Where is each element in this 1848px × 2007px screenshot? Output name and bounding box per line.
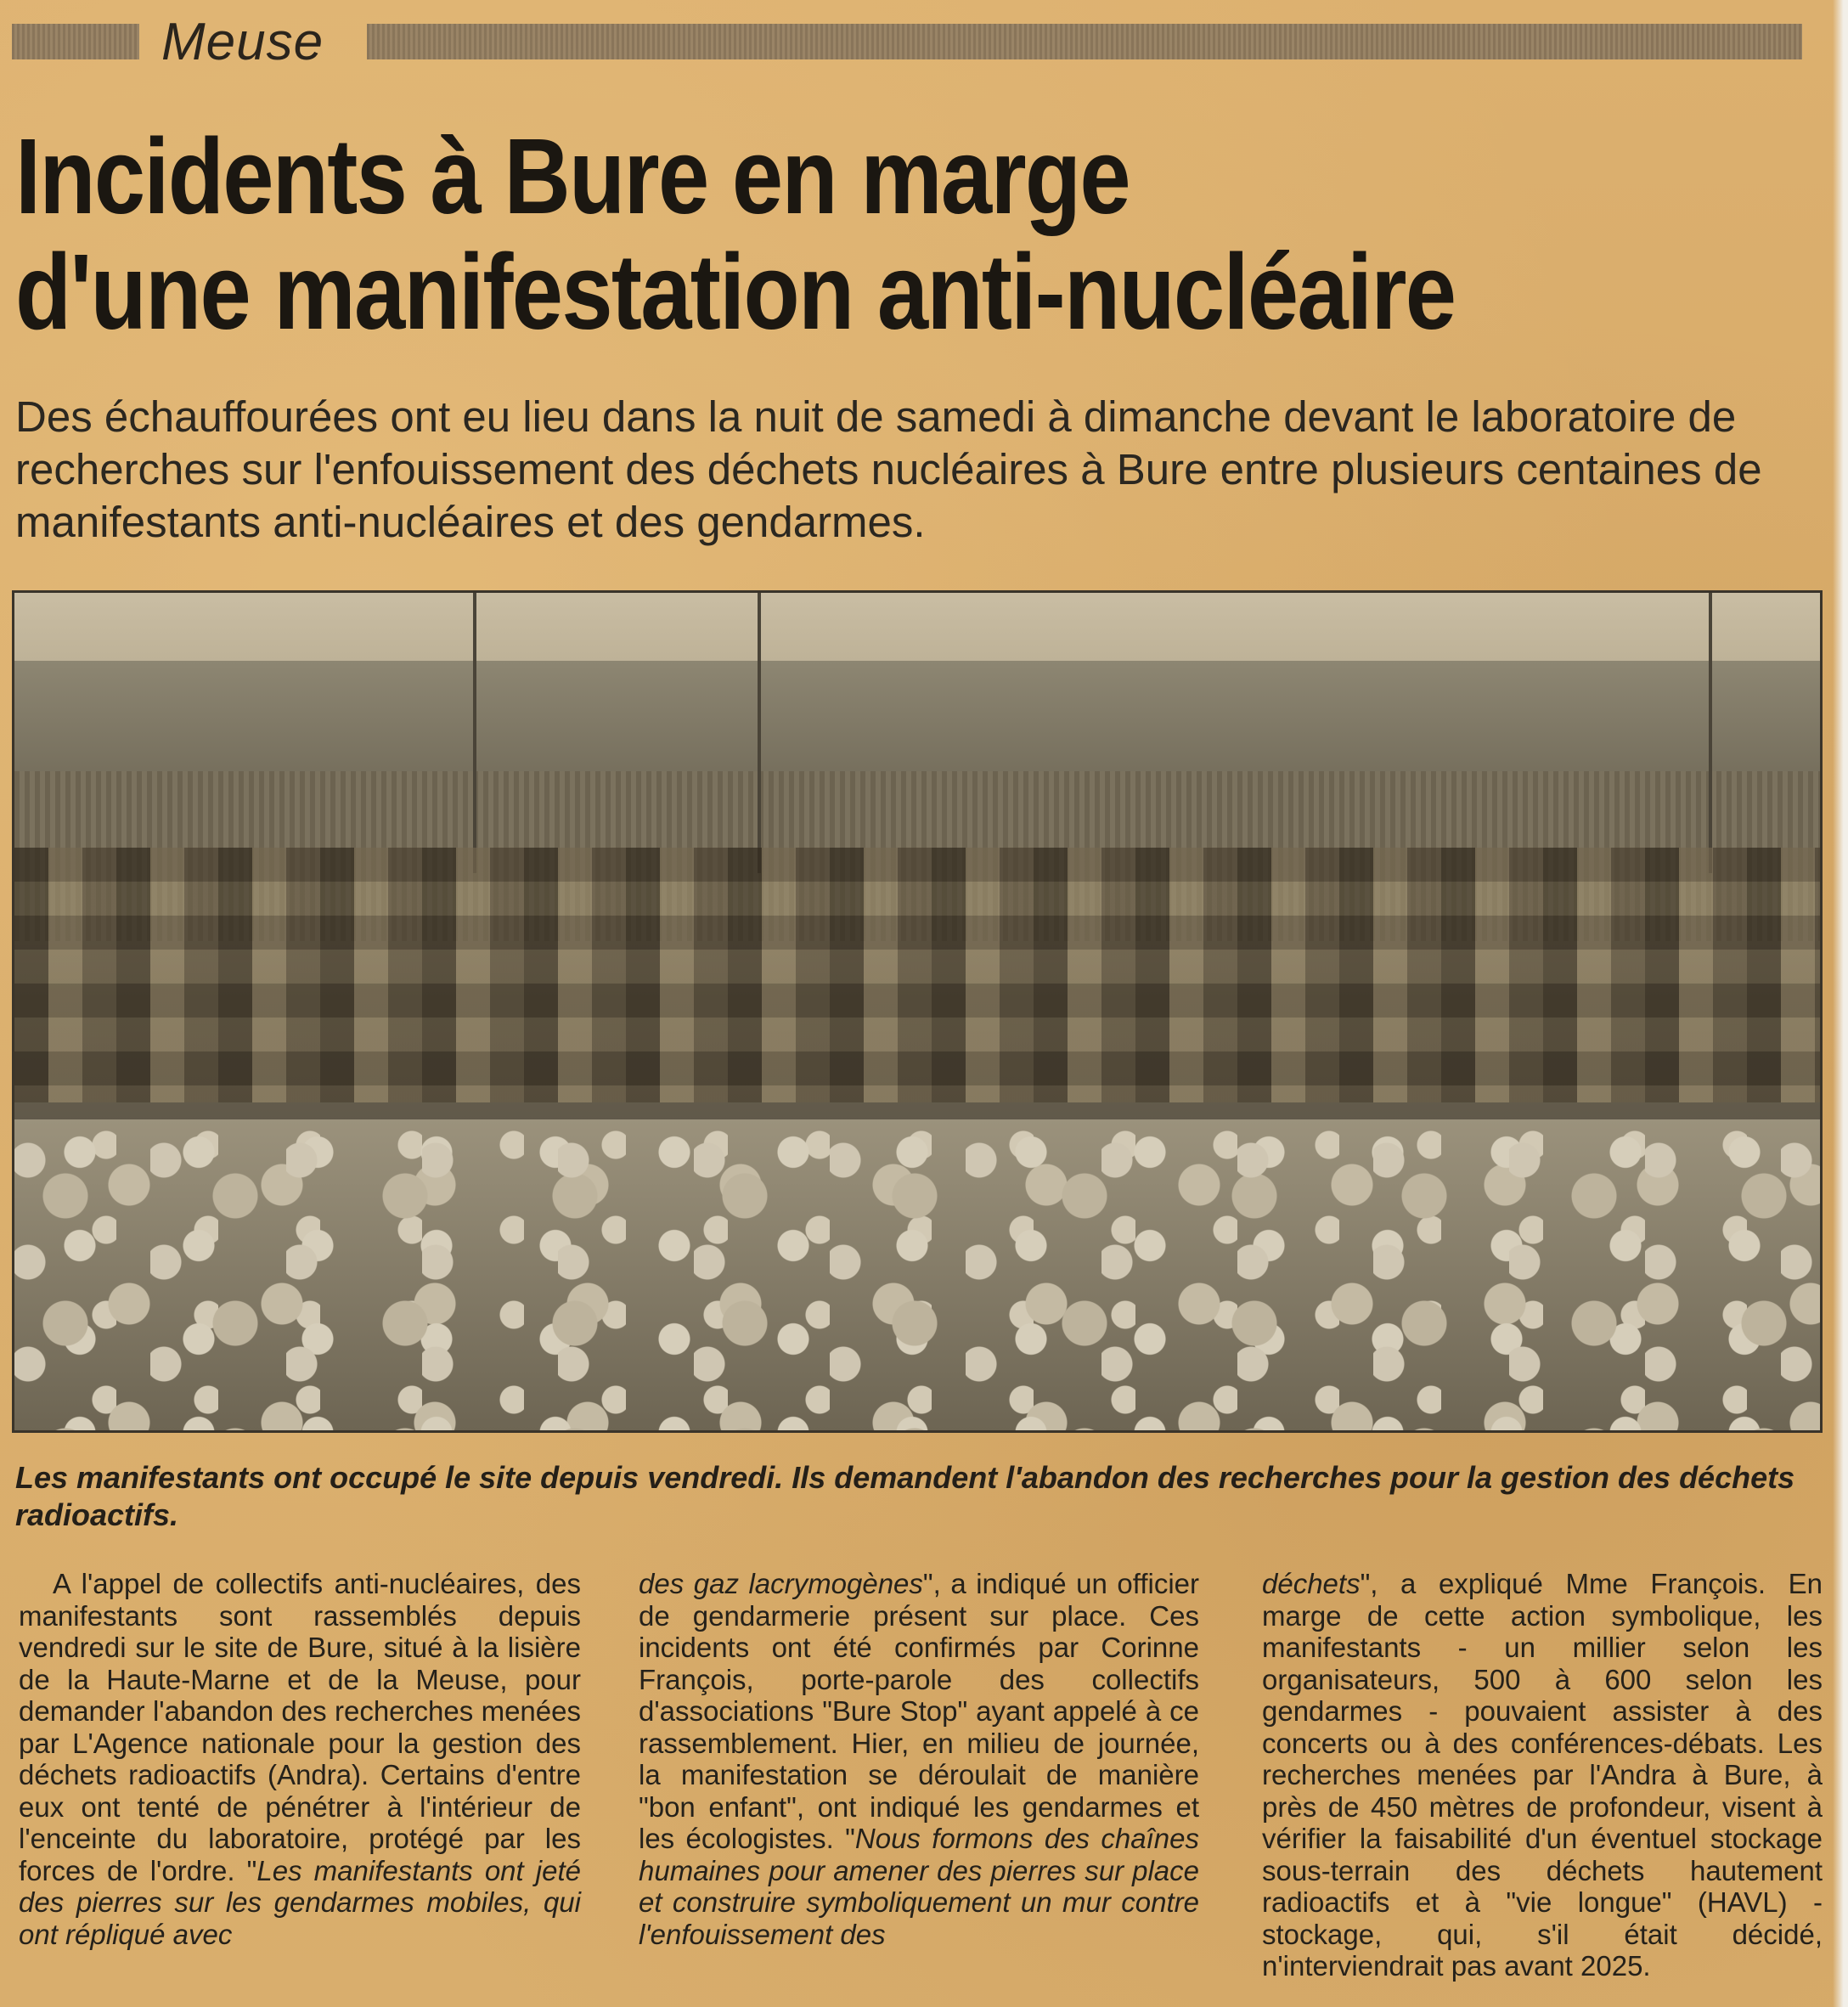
headline — [15, 116, 1827, 352]
column-2-quote: Nous formons des chaînes humaines pour amener des pierres sur place et construire symboliquement un mur contre l'enfouissement des — [639, 1823, 1199, 1950]
news-photo — [12, 590, 1823, 1433]
section-rubric: Meuse — [161, 13, 324, 71]
paper-edge — [1833, 0, 1848, 2007]
pixelated-crowd — [14, 848, 1820, 1102]
lede-paragraph: Des échauffourées ont eu lieu dans la nuit de samedi à dimanche devant le laboratoire de recherches sur l'enfouissement des déchets nucléaires à Bure entre plusieurs centaines de manifestants anti-nucléaires et des gendarmes. — [15, 392, 1762, 546]
rubric-bar-left — [12, 24, 139, 59]
photo-pole — [473, 593, 476, 873]
column-3-quote-end: déchets — [1262, 1568, 1361, 1599]
article-column-2 — [639, 1568, 1199, 1950]
article-column-1 — [19, 1568, 581, 1950]
photo-pole — [1709, 593, 1712, 873]
column-2-quote-end: des gaz lacrymogènes — [639, 1568, 923, 1599]
column-3-text: ", a expliqué Mme François. En marge de cette action symbolique, les manifestants - un millier selon les organisateurs, 500 à 600 selon les gendarmes - pouvaient assister à des concerts ou à des conférences-débats. Les recherches menées par l'Andra à Bure, à près de 450 mètres de profondeur, visent à vérifier la faisabilité d'un éventuel stockage sous-terrain des déchets hautement radioactifs et à "vie longue" (HAVL) - stockage, qui, s'il était décidé, n'interviendrait pas avant 2025. — [1262, 1568, 1823, 1982]
headline-line-2: d'une manifestation anti-nucléaire — [15, 232, 1456, 352]
article-column-3 — [1262, 1568, 1823, 1982]
photo-pole — [758, 593, 761, 873]
photo-hillside — [14, 661, 1820, 780]
photo-stone-pile — [14, 1119, 1820, 1430]
column-2-text: ", a indiqué un officier de gendarmerie présent sur place. Ces incidents ont été confirmés par Corinne François, porte-parole des collectifs d'associations "Bure Stop" ayant appelé à ce rassemblement. Hier, en milieu de journée, la manifestation se déroulait de manière "bon enfant", ont indiqué les gendarmes et les écologistes. " — [639, 1568, 1199, 1854]
column-1-text: A l'appel de collectifs anti-nucléaires, des manifestants sont rassemblés depuis vendredi sur le site de Bure, situé à la lisière de la Haute-Marne et de la Meuse, pour demander l'abandon des recherches menées par L'Agence nationale pour la gestion des déchets radioactifs (Andra). Certains d'entre eux ont tenté de pénétrer à l'intérieur de l'enceinte du laboratoire, protégé par les forces de l'ordre. " — [19, 1568, 581, 1886]
photo-caption: Les manifestants ont occupé le site depuis vendredi. Ils demandent l'abandon des recherches pour la gestion des déchets radioactifs. — [15, 1460, 1795, 1532]
column-1-quote: Les manifestants ont jeté des pierres sur les gendarmes mobiles, qui ont répliqué avec — [19, 1854, 581, 1950]
headline-line-1: Incidents à Bure en marge — [15, 116, 1130, 236]
rubric-bar-right — [367, 24, 1802, 59]
